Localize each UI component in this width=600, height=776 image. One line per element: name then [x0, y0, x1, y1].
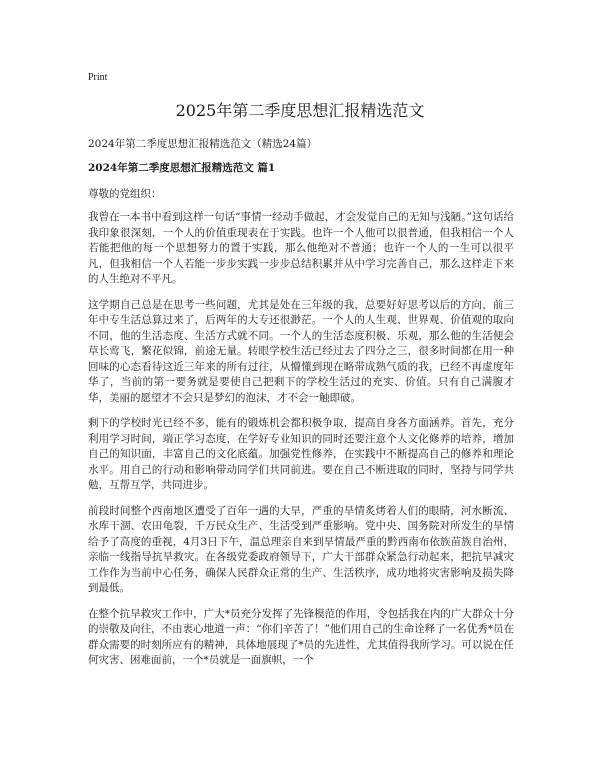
document-subtitle: 2024年第二季度思想汇报精选范文（精选24篇） [88, 138, 318, 150]
document-title: 2025年第二季度思想汇报精选范文 [175, 101, 425, 120]
paragraph: 我曾在一本书中看到这样一句话“事情一经动手做起，才会发觉自己的无知与浅陋。”这句话给我印象很深刻，一个人的价值重现表在于实践。也许一个人他可以很普通，但我相信一个人若能把他的每一个思想努力的置于实践，那么他绝对不普通；也许一个人的一生可以很平凡，但我相信一个人若能一步步实践一步步总结积累并从中学习完善自己，那么这样走下来的人生绝对不平凡。 [88, 211, 514, 285]
paragraph: 在整个抗旱救灾工作中，广大*员充分发挥了先锋模范的作用，令包括我在内的广大群众十分的崇敬及向往，不由衷心地道一声：“你们辛苦了！”他们用自己的生命诠释了一名优秀*员在群众需要的时刻所应有的精神，具体地展现了*员的先进性，尤其值得我所学习。可以说在任何灾害、困难面前，一个*员就是一面旗帜，一个 [88, 607, 514, 666]
salutation: 尊敬的党组织： [88, 188, 162, 200]
paragraph: 这学期自己总是在思考一些问题，尤其是处在三年级的我，总要好好思考以后的方向，前三年中专生活总算过来了，后两年的大专还很渺茫。一个人的人生观、世界观、价值观的取向不同，他的生活态度、生活方式就不同。一个人的生活态度积极、乐观，那么他的生活便会草长莺飞，繁花似锦，前途无量。转眼学校生活已经过去了四分之三，很多时间都在用一种回味的心态看待这近三年来的所有过往，从懵懂到现在略带成熟气质的我，已经不再虚度年华了，当前的第一要务就是要使自己把剩下的学校生活过的充实、价值。只有自己满腹才华，美丽的愿望才不会只是梦幻的泡沫，才不会一触即破。 [88, 298, 514, 404]
document-body [88, 210, 514, 679]
paragraph: 剩下的学校时光已经不多，能有的锻炼机会都积极争取，提高自身各方面涵养。首先，充分利用学习时间，端正学习态度，在学好专业知识的同时还要注意个人文化修养的培养，增加自己的知识面，丰富自己的文化底蕴。加强党性修养，在实践中不断提高自己的修养和理论水平。用自己的行动和影响带动同学们共同前进。要在自己不断进取的同时，坚持与同学共勉，互帮互学，共同进步。 [88, 417, 514, 491]
section-heading: 2024年第二季度思想汇报精选范文 篇1 [88, 162, 276, 174]
paragraph: 前段时间整个西南地区遭受了百年一遇的大旱，严重的旱情炙烤着人们的眼睛，河水断流、水库干涸、农田龟裂，千万民众生产、生活受到严重影响。党中央、国务院对所发生的旱情给予了高度的重视，4月3日下午，温总理亲自来到旱情最严重的黔西南布依族苗族自治州，亲临一线指导抗旱救灾。在各级党委政府领导下，广大干部群众紧急行动起来，把抗旱减灾工作作为当前中心任务，确保人民群众正常的生产、生活秩序，成功地将灾害影响及损失降到最低。 [88, 504, 514, 594]
print-link[interactable]: Print [88, 72, 108, 83]
